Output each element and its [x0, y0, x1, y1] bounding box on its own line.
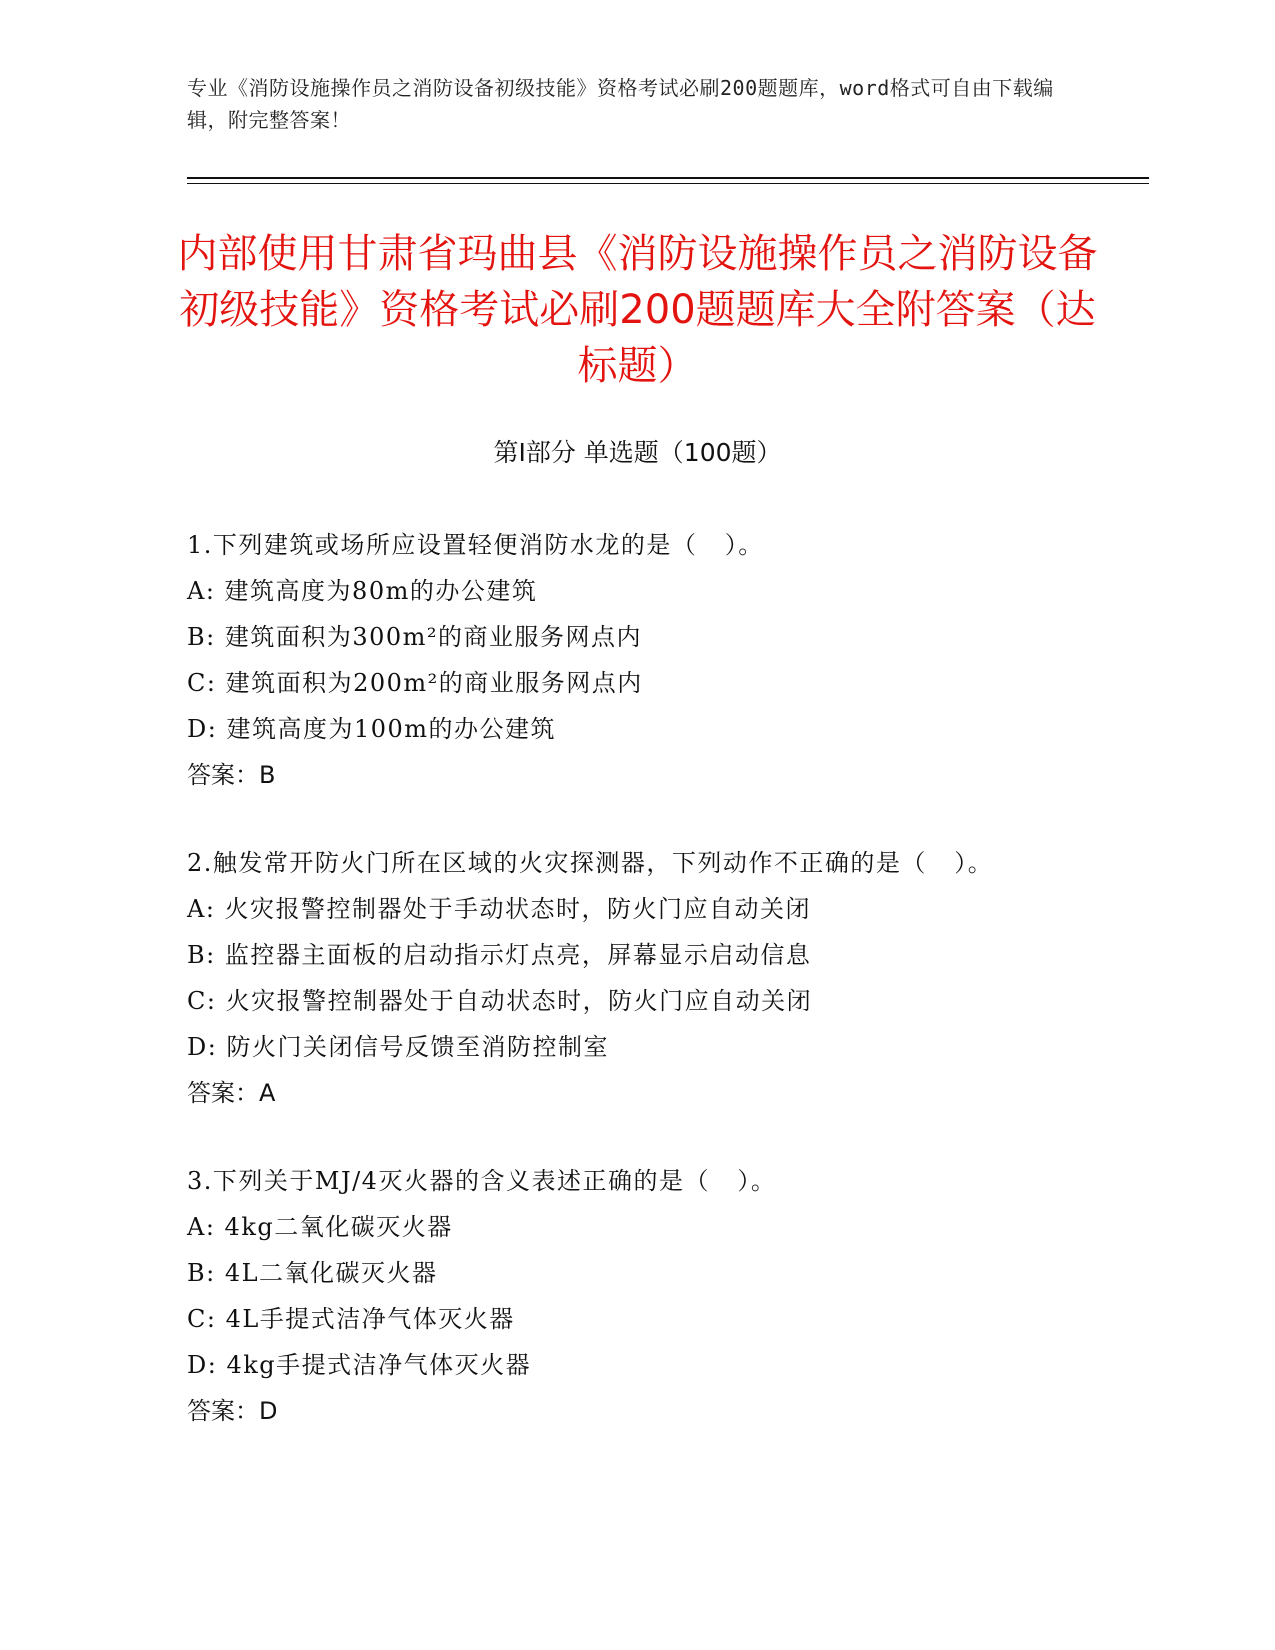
document-title: 内部使用甘肃省玛曲县《消防设施操作员之消防设备初级技能》资格考试必刷200题题库大全附答案（达标题） [177, 231, 1098, 389]
option-a: A: 建筑高度为80m的办公建筑 [187, 577, 538, 605]
option-d: D: 4kg手提式洁净气体灭火器 [187, 1351, 532, 1379]
section-title: 第Ⅰ部分 单选题（100题） [493, 438, 782, 467]
option-d: D: 建筑高度为100m的办公建筑 [187, 715, 557, 743]
option-c: C: 火灾报警控制器处于自动状态时，防火门应自动关闭 [187, 987, 813, 1015]
header-divider-thick [187, 177, 1149, 179]
question-3 [187, 1158, 1067, 1434]
answer-line: 答案：B [187, 761, 276, 789]
question-2 [187, 840, 1067, 1116]
option-b: B: 建筑面积为300m²的商业服务网点内 [187, 623, 643, 651]
option-b: B: 4L二氧化碳灭火器 [187, 1259, 438, 1287]
option-d: D: 防火门关闭信号反馈至消防控制室 [187, 1033, 609, 1061]
answer-line: 答案：D [187, 1397, 278, 1425]
question-stem: 3.下列关于MJ/4灭火器的含义表述正确的是（ ）。 [187, 1167, 777, 1195]
option-c: C: 建筑面积为200m²的商业服务网点内 [187, 669, 643, 697]
question-1 [187, 522, 1067, 798]
option-a: A: 4kg二氧化碳灭火器 [187, 1213, 453, 1241]
question-stem: 1.下列建筑或场所应设置轻便消防水龙的是（ ）。 [187, 531, 764, 559]
option-c: C: 4L手提式洁净气体灭火器 [187, 1305, 515, 1333]
question-list [187, 522, 1067, 1476]
answer-line: 答案：A [187, 1079, 276, 1107]
option-b: B: 监控器主面板的启动指示灯点亮，屏幕显示启动信息 [187, 941, 812, 969]
header-divider-thin [187, 183, 1149, 184]
option-a: A: 火灾报警控制器处于手动状态时，防火门应自动关闭 [187, 895, 812, 923]
question-stem: 2.触发常开防火门所在区域的火灾探测器，下列动作不正确的是（ ）。 [187, 849, 994, 877]
header-note: 专业《消防设施操作员之消防设备初级技能》资格考试必刷200题题库，word格式可自由下载编辑，附完整答案！ [187, 76, 1054, 132]
